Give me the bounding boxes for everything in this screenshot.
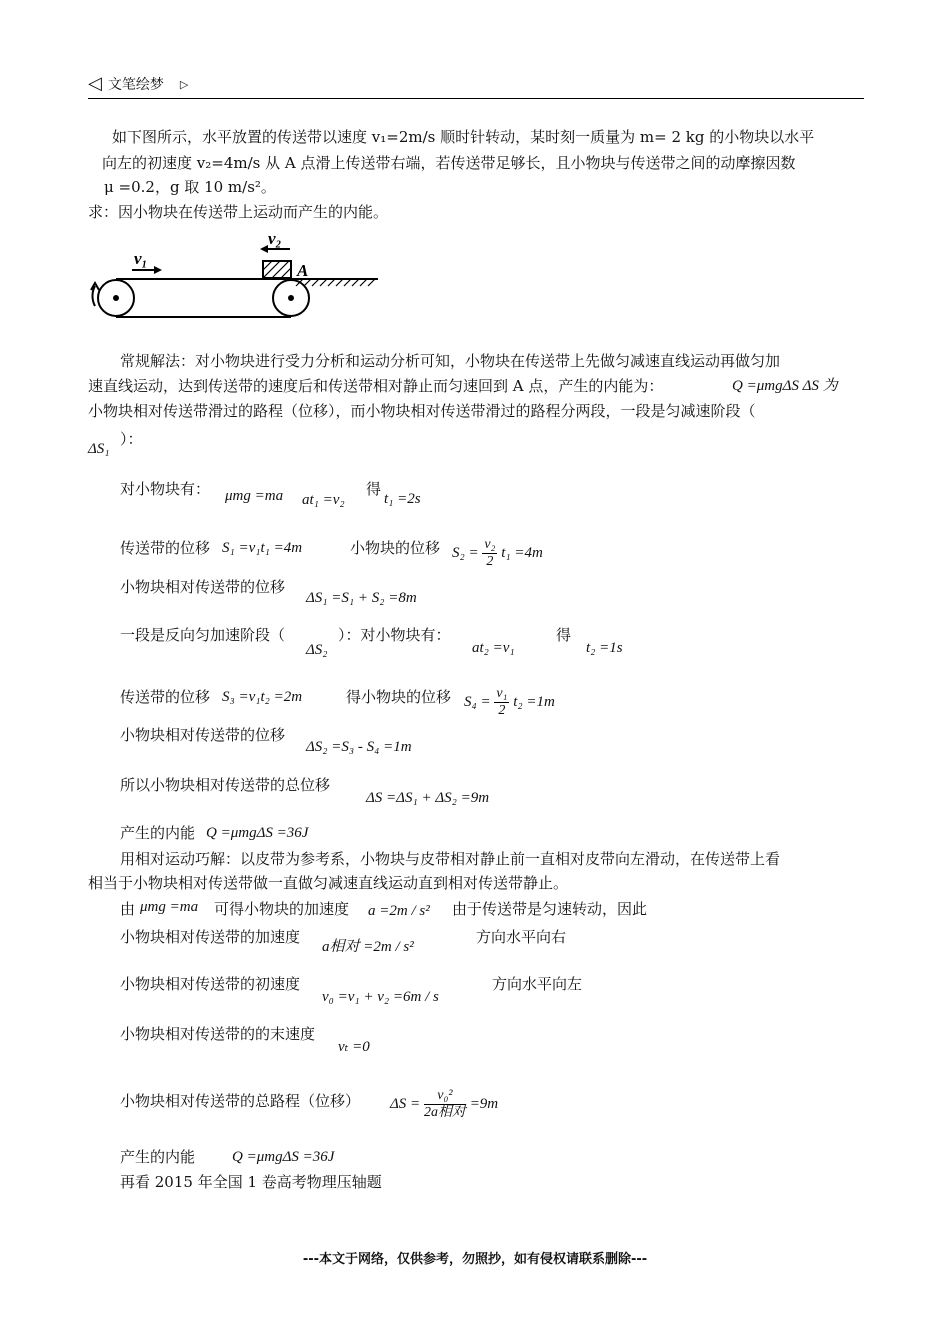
rel1-eq1: μmg =ma — [140, 899, 199, 915]
solution-p1-line2: 速直线运动，达到传送带的速度后和传送带相对静止而匀速回到 A 点，产生的内能为： — [88, 377, 664, 395]
rel2-eq: a相对 =2m / s² — [322, 939, 414, 955]
rel5-frac-num: v₀² — [424, 1088, 466, 1105]
rel5-eq-rhs: =9m — [469, 1095, 499, 1112]
step7-label: 所以小物块相对传送带的总位移 — [120, 776, 331, 794]
problem-line-2: 向左的初速度 v₂=4m/s 从 A 点滑上传送带右端，若传送带足够长，且小物块与传送带之间的动摩擦因数 — [102, 154, 796, 172]
rel5-eq-lhs: ΔS = — [390, 1095, 421, 1112]
step5-frac-num: v₁ — [496, 686, 508, 701]
step6-eq: ΔS₂ =S₃ - S₄ =1m — [306, 739, 412, 755]
rel5-eq — [390, 1088, 498, 1121]
step5-eq2-lhs: S₄ = — [464, 693, 491, 710]
conveyor-belt-figure — [86, 226, 386, 326]
rel2-dir: 方向水平向右 — [476, 928, 567, 946]
rel3-eq: v₀ =v₁ + v₂ =6m / s — [322, 989, 439, 1005]
step1-de: 得 — [366, 480, 382, 498]
step1-eq2: at₁ =v₂ — [302, 492, 345, 508]
energy-equation: Q =μmgΔS ΔS 为 — [732, 378, 838, 394]
step2-eq1: S₁ =v₁t₁ =4m — [222, 540, 303, 556]
rel1-eq2: a =2m / s² — [368, 903, 430, 919]
rel1-b: 可得小物块的加速度 — [214, 900, 350, 918]
rel3-dir: 方向水平向左 — [492, 975, 583, 993]
step4-ds2: ΔS₂ — [306, 642, 328, 658]
step2-eq2-lhs: S₂ = — [452, 544, 479, 561]
step5-label2: 得小物块的位移 — [346, 688, 452, 706]
delta-s1: ΔS₁ — [88, 441, 110, 457]
step5-frac-den: 2 — [498, 703, 506, 718]
step3-eq: ΔS₁ =S₁ + S₂ =8m — [306, 590, 417, 606]
left-triangle-icon: ◁ — [88, 73, 102, 94]
page-header — [88, 74, 188, 94]
step4-label: 一段是反向匀加速阶段（ — [120, 626, 286, 644]
rel6-eq: Q =μmgΔS =36J — [232, 1149, 335, 1165]
step6-label: 小物块相对传送带的位移 — [120, 726, 286, 744]
figure-v1-label: v₁ — [134, 249, 148, 268]
step4-eq2: t₂ =1s — [586, 640, 623, 656]
rel2-label: 小物块相对传送带的加速度 — [120, 928, 301, 946]
step1-eq3: t₁ =2s — [384, 491, 421, 507]
step2-eq2-rhs: t₁ =4m — [501, 544, 543, 561]
rel4-label: 小物块相对传送带的的末速度 — [120, 1025, 316, 1043]
step5-label: 传送带的位移 — [120, 688, 211, 706]
closing-line: 再看 2015 年全国 1 卷高考物理压轴题 — [120, 1173, 382, 1191]
rel5-fraction — [424, 1088, 466, 1121]
step2-frac-num: v₂ — [484, 537, 496, 552]
step8-label: 产生的内能 — [120, 824, 196, 842]
step2-fraction — [482, 537, 497, 570]
rel4-eq: vₜ =0 — [338, 1039, 370, 1055]
step2-label2: 小物块的位移 — [350, 539, 441, 557]
solution-p1-line3: 小物块相对传送带滑过的路程（位移），而小物块相对传送带滑过的路程分两段，一段是匀减速阶段（ — [88, 402, 756, 420]
rel5-label: 小物块相对传送带的总路程（位移） — [120, 1092, 361, 1110]
rel5-frac-den: 2a相对 — [423, 1105, 466, 1120]
figure-A-label: A — [297, 261, 309, 280]
step1-label: 对小物块有： — [120, 480, 211, 498]
solution-p2-line1: 用相对运动巧解：以皮带为参考系，小物块与皮带相对静止前一直相对皮带向左滑动，在传送带上看 — [120, 850, 781, 868]
rel1-c: 由于传送带是匀速转动，因此 — [452, 900, 648, 918]
step5-eq1: S₃ =v₁t₂ =2m — [222, 689, 303, 705]
step5-eq2 — [464, 686, 555, 719]
problem-question: 求：因小物块在传送带上运动而产生的内能。 — [88, 203, 389, 221]
step8-eq: Q =μmgΔS =36J — [206, 825, 309, 841]
step2-eq2 — [452, 537, 543, 570]
step5-fraction — [494, 686, 509, 719]
step3-label: 小物块相对传送带的位移 — [120, 578, 286, 596]
step7-eq: ΔS =ΔS₁ + ΔS₂ =9m — [366, 790, 490, 806]
header-rule — [88, 98, 864, 99]
step5-eq2-rhs: t₂ =1m — [513, 693, 555, 710]
problem-line-1: 如下图所示，水平放置的传送带以速度 v₁=2m/s 顺时针转动，某时刻一质量为 m= 2 kg 的小物块以水平 — [112, 128, 815, 146]
solution-p1-line1: 常规解法：对小物块进行受力分析和运动分析可知，小物块在传送带上先做匀减速直线运动再做匀加 — [120, 352, 781, 370]
right-triangle-icon: ▷ — [179, 77, 189, 91]
delta-s1-close: ）： — [120, 430, 143, 448]
step4-eq1: at₂ =v₁ — [472, 640, 515, 656]
rel1-a: 由 — [120, 900, 136, 918]
step2-label: 传送带的位移 — [120, 539, 211, 557]
header-title: 文笔绘梦 — [107, 77, 164, 93]
problem-line-3: μ =0.2，g 取 10 m/s²。 — [104, 178, 276, 196]
solution-p2-line2: 相当于小物块相对传送带做一直做匀减速直线运动直到相对传送带静止。 — [88, 874, 569, 892]
figure-v2-label: v₂ — [268, 229, 282, 248]
page-footer: ---本文于网络，仅供参考，勿照抄，如有侵权请联系删除--- — [302, 1252, 648, 1267]
step4-de: 得 — [556, 626, 572, 644]
step2-frac-den: 2 — [486, 554, 494, 569]
rel6-label: 产生的内能 — [120, 1148, 196, 1166]
step1-eq1: μmg =ma — [225, 488, 284, 504]
rel3-label: 小物块相对传送带的初速度 — [120, 975, 301, 993]
step4-label2: ）：对小物块有： — [338, 626, 451, 644]
